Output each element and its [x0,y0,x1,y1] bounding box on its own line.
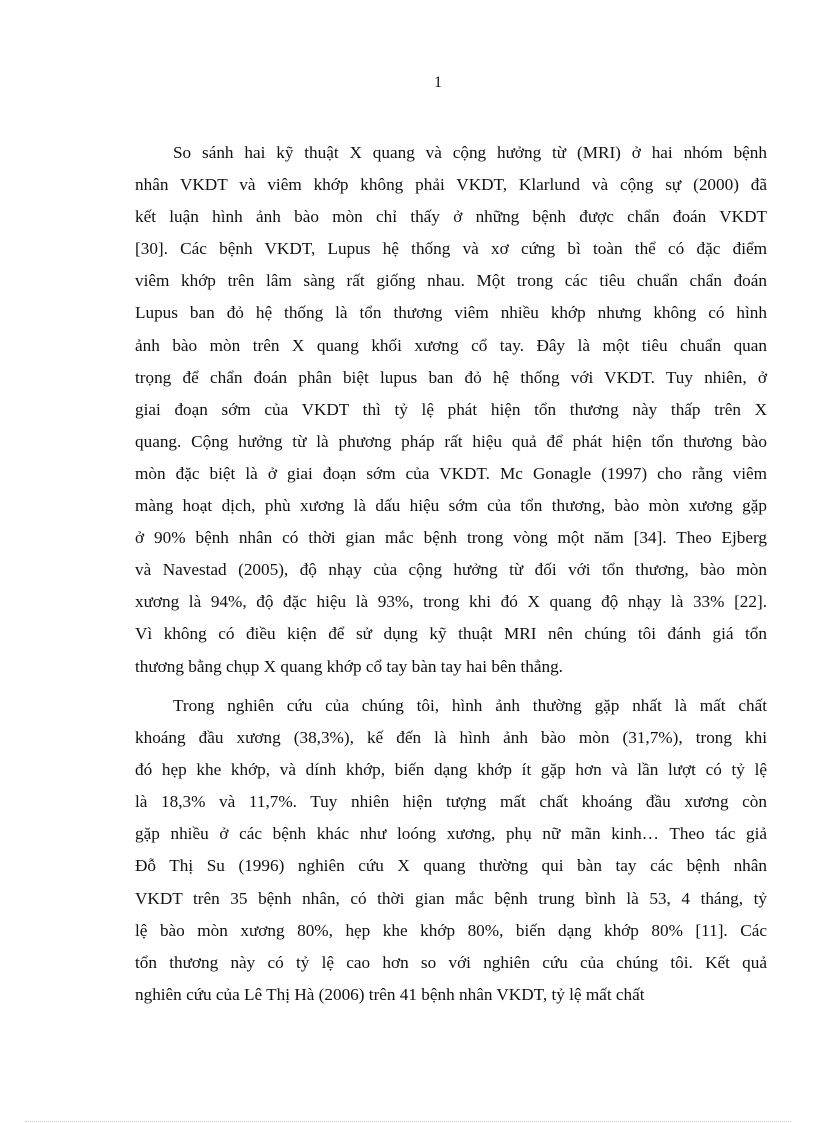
text-line: mòn đặc biệt là ở giai đoạn sớm của VKDT. Mc Gonagle (1997) cho rằng viêm [135,463,767,483]
text-line: nhân VKDT và viêm khớp không phải VKDT, Klarlund và cộng sự (2000) đã [135,175,767,195]
text-line: Vì không có điều kiện để sử dụng kỹ thuật MRI nên chúng tôi đánh giá tổn [135,624,767,644]
text-line: quang. Cộng hưởng từ là phương pháp rất hiệu quả để phát hiện tổn thương bào [135,431,767,451]
page-bottom-divider [25,1121,791,1122]
text-line: và Navestad (2005), độ nhạy của cộng hưởng từ đối với tổn thương, bào mòn [135,560,767,580]
text-line: đó hẹp khe khớp, và dính khớp, biến dạng khớp ít gặp hơn và lần lượt có tỷ lệ [135,760,767,780]
text-line: khoáng đầu xương (38,3%), kế đến là hình ảnh bào mòn (31,7%), trong khi [135,728,767,748]
text-line: tổn thương này có tỷ lệ cao hơn so với nghiên cứu của chúng tôi. Kết quả [135,952,767,972]
text-line: kết luận hình ảnh bào mòn chỉ thấy ở những bệnh được chẩn đoán VKDT [135,207,767,227]
text-line: lệ bào mòn xương 80%, hẹp khe khớp 80%, biến dạng khớp 80% [11]. Các [135,920,767,940]
paragraph-2 [135,690,767,1011]
text-line: [30]. Các bệnh VKDT, Lupus hệ thống và xơ cứng bì toàn thể có đặc điểm [135,239,767,259]
text-line: ảnh bào mòn trên X quang khối xương cổ tay. Đây là một tiêu chuẩn quan [135,335,767,355]
text-line: viêm khớp trên lâm sàng rất giống nhau. Một trong các tiêu chuẩn chẩn đoán [135,271,767,291]
text-line: So sánh hai kỹ thuật X quang và cộng hưởng từ (MRI) ở hai nhóm bệnh [173,143,767,162]
text-line: VKDT trên 35 bệnh nhân, có thời gian mắc bệnh trung bình là 53, 4 tháng, tỷ [135,888,767,908]
text-line: Trong nghiên cứu của chúng tôi, hình ảnh thường gặp nhất là mất chất [173,696,767,715]
text-line: thương bằng chụp X quang khớp cổ tay bàn tay hai bên thẳng. [135,656,563,676]
text-line: trọng để chẩn đoán phân biệt lupus ban đỏ hệ thống với VKDT. Tuy nhiên, ở [135,367,767,387]
page-number: 1 [434,74,442,91]
text-line: xương là 94%, độ đặc hiệu là 93%, trong khi đó X quang độ nhạy là 33% [22]. [135,592,767,612]
text-line: gặp nhiều ở các bệnh khác như loóng xương, phụ nữ mãn kinh… Theo tác giả [135,824,767,844]
text-line: Đỗ Thị Su (1996) nghiên cứu X quang thường qui bàn tay các bệnh nhân [135,856,767,876]
text-line: là 18,3% và 11,7%. Tuy nhiên hiện tượng mất chất khoáng đầu xương còn [135,792,767,812]
text-line: giai đoạn sớm của VKDT thì tỷ lệ phát hiện tổn thương này thấp trên X [135,399,767,419]
text-line: màng hoạt dịch, phù xương là dấu hiệu sớm của tổn thương, bào mòn xương gặp [135,496,767,516]
text-line: ở 90% bệnh nhân có thời gian mắc bệnh trong vòng một năm [34]. Theo Ejberg [135,528,767,548]
text-line: Lupus ban đỏ hệ thống là tổn thương viêm nhiều khớp nhưng không có hình [135,303,767,323]
text-line: nghiên cứu của Lê Thị Hà (2006) trên 41 bệnh nhân VKDT, tỷ lệ mất chất [135,984,645,1004]
paragraph-1 [135,137,767,683]
